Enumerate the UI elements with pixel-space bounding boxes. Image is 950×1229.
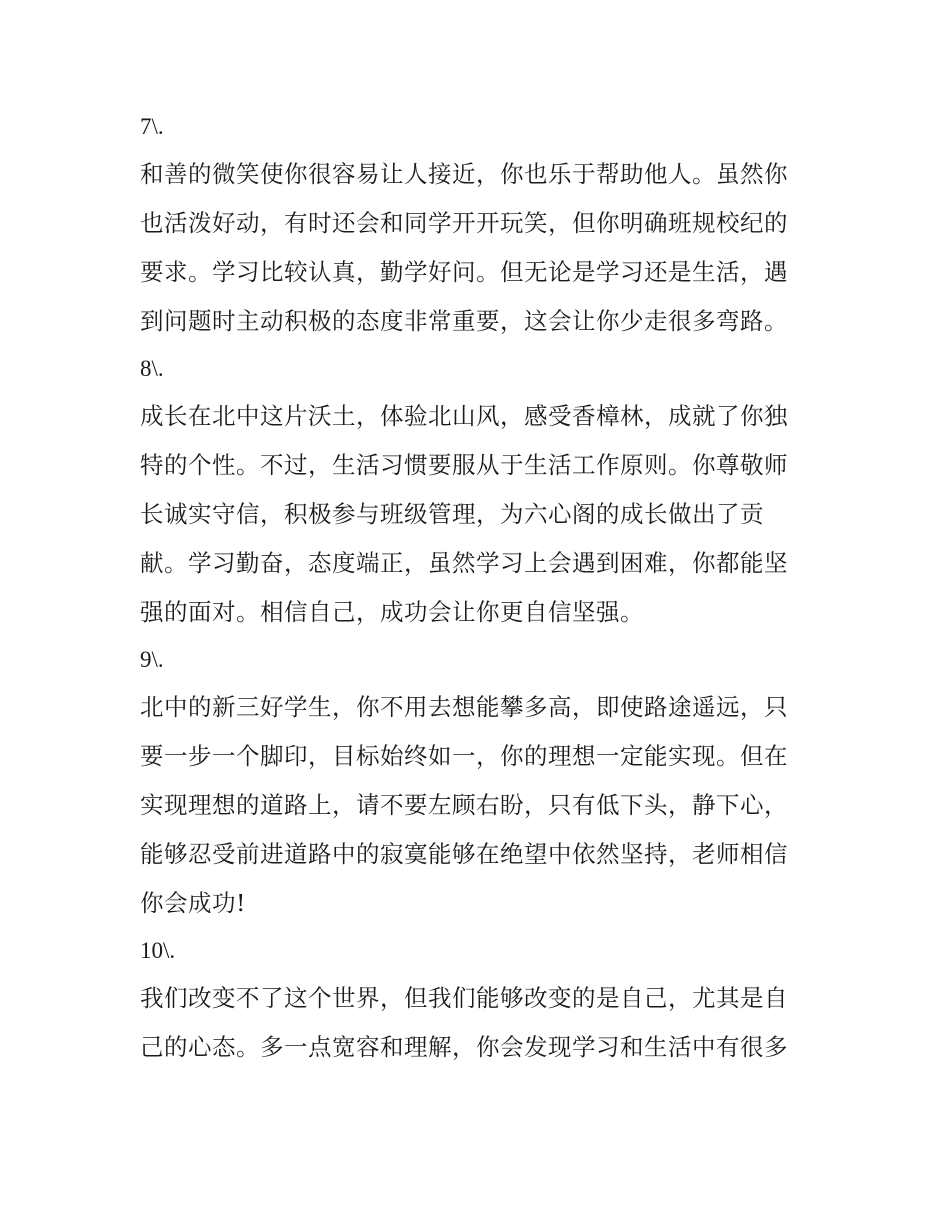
paragraph-line: 实现理想的道路上，请不要左顾右盼，只有低下头，静下心， [140, 791, 788, 819]
paragraph-line: 你会成功! [140, 889, 246, 917]
paragraph-line: 到问题时主动积极的态度非常重要，这会让你少走很多弯路。 [140, 307, 788, 335]
paragraph-line: 和善的微笑使你很容易让人接近，你也乐于帮助他人。虽然你 [140, 160, 788, 188]
entry-7 [140, 104, 820, 346]
paragraph-line: 长诚实守信，积极参与班级管理，为六心阁的成长做出了贡 [140, 500, 764, 528]
paragraph-line: 要一步一个脚印，目标始终如一，你的理想一定能实现。但在 [140, 742, 788, 770]
entry-paragraph [140, 683, 820, 928]
paragraph-line: 北中的新三好学生，你不用去想能攀多高，即使路途遥远，只 [140, 693, 788, 721]
entry-number: 10\. [140, 938, 176, 963]
paragraph-line: 献。学习勤奋，态度端正，虽然学习上会遇到困难，你都能坚 [140, 549, 788, 577]
paragraph-line: 强的面对。相信自己，成功会让你更自信坚强。 [140, 598, 644, 626]
entry-9 [140, 637, 820, 928]
paragraph-line: 要求。学习比较认真，勤学好问。但无论是学习还是生活，遇 [140, 258, 788, 286]
entry-number: 9\. [140, 647, 164, 672]
entry-number: 7\. [140, 114, 164, 139]
paragraph-line: 我们改变不了这个世界，但我们能够改变的是自己，尤其是自 [140, 984, 788, 1012]
paragraph-line: 能够忍受前进道路中的寂寞能够在绝望中依然坚持，老师相信 [140, 840, 788, 868]
paragraph-line: 己的心态。多一点宽容和理解，你会发现学习和生活中有很多 [140, 1033, 788, 1061]
paragraph-line: 特的个性。不过，生活习惯要服从于生活工作原则。你尊敬师 [140, 451, 788, 479]
entry-paragraph [140, 392, 820, 637]
entry-paragraph [140, 974, 820, 1072]
entry-10 [140, 928, 820, 1072]
document-page [140, 104, 820, 1072]
paragraph-line: 成长在北中这片沃土，体验北山风，感受香樟林，成就了你独 [140, 402, 788, 430]
entry-paragraph [140, 150, 820, 346]
entry-8 [140, 346, 820, 637]
entry-number: 8\. [140, 356, 164, 381]
paragraph-line: 也活泼好动，有时还会和同学开开玩笑，但你明确班规校纪的 [140, 209, 788, 237]
